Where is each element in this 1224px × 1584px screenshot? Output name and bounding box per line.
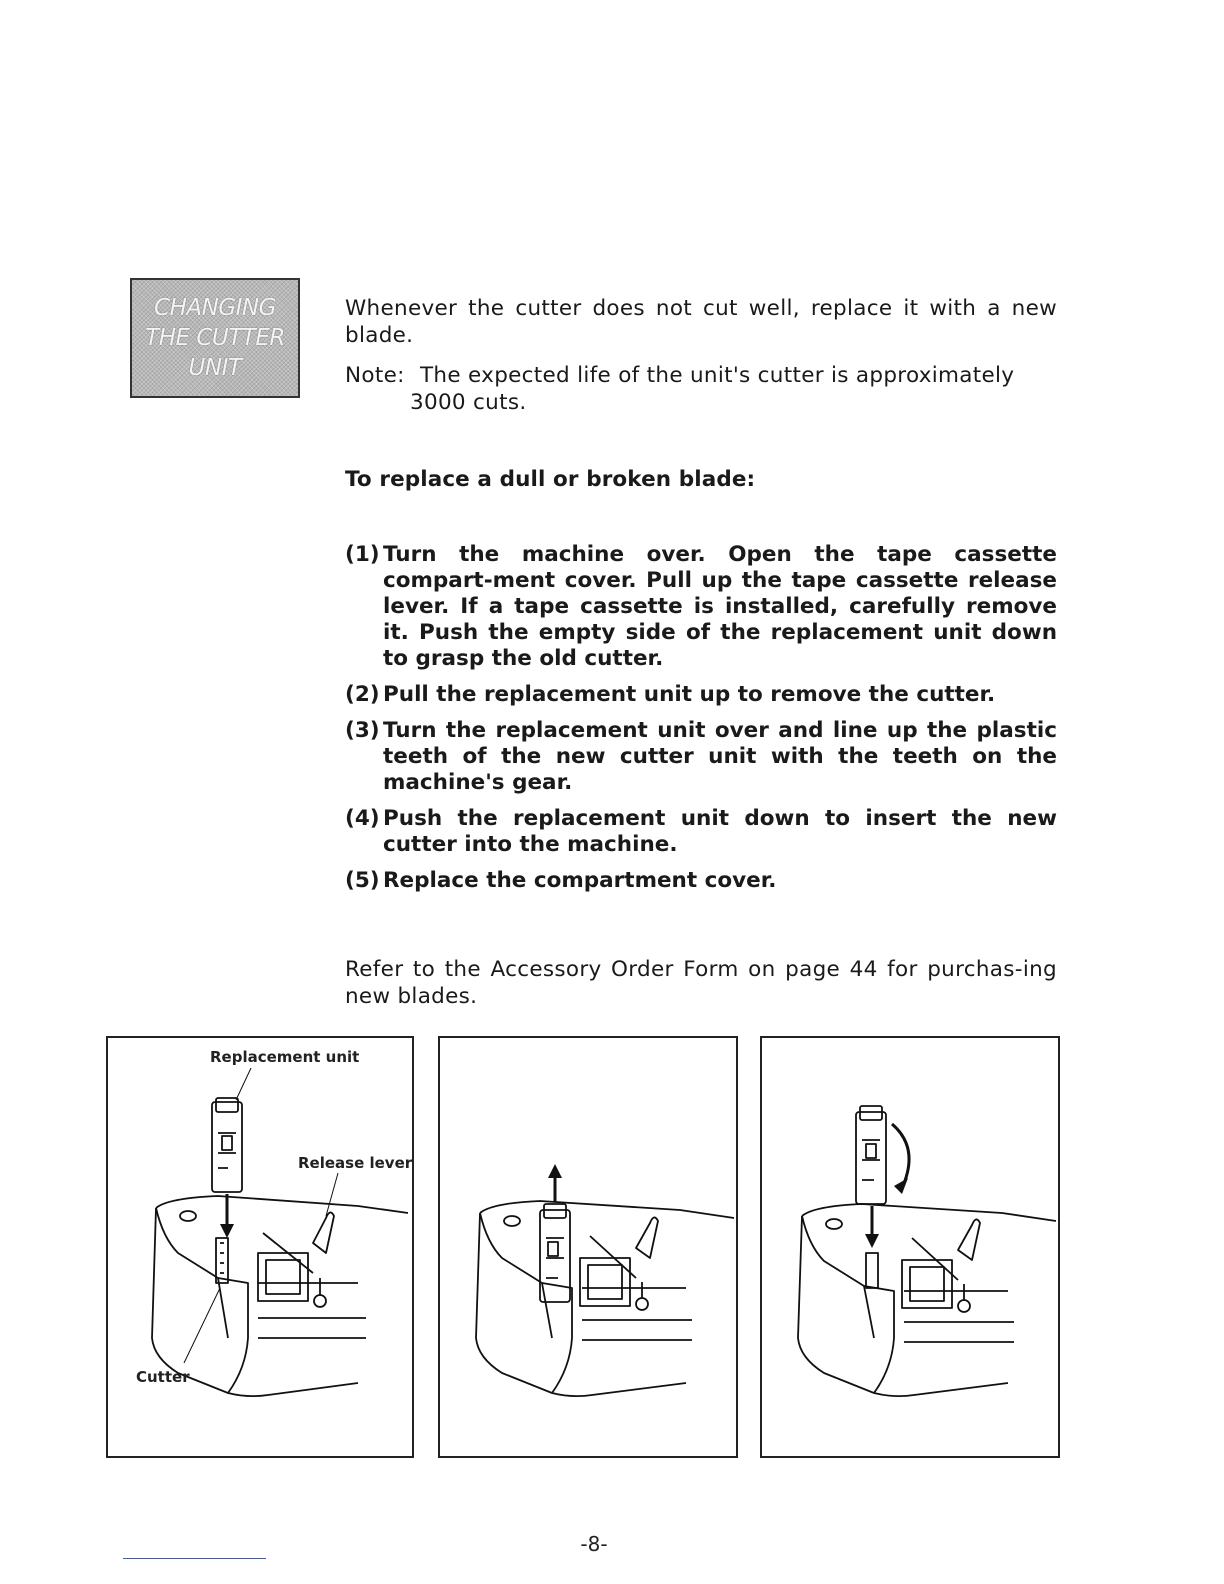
step-text: Turn the replacement unit over and line up the plastic teeth of the new cutter unit with the teeth on the machine's gear.: [383, 718, 1057, 795]
note-line-2: 3000 cuts.: [410, 390, 527, 415]
section-title-box: [130, 278, 300, 398]
note-block: [345, 362, 1057, 416]
figure-pull-replacement-unit: [438, 1036, 738, 1458]
page-number: -8-: [580, 1532, 608, 1556]
step-number: (5): [345, 868, 380, 893]
step-text: Replace the compartment cover.: [383, 868, 777, 893]
step-number: (1): [345, 542, 380, 567]
step-number: (2): [345, 682, 380, 707]
step-text: Push the replacement unit down to insert the new cutter into the machine.: [383, 806, 1057, 857]
callout-cutter: Cutter: [136, 1368, 190, 1386]
step-number: (4): [345, 806, 380, 831]
step-1: [345, 542, 1057, 672]
step-text: Turn the machine over. Open the tape cassette compart-ment cover. Pull up the tape cassette release lever. If a tape cassette is installed, carefully remove it. Push the empty side of the replacement unit down to grasp the old cutter.: [383, 542, 1057, 671]
figure-insert-replacement-unit: [106, 1036, 414, 1458]
step-3: [345, 718, 1057, 796]
refer-paragraph: Refer to the Accessory Order Form on page 44 for purchas-ing new blades.: [345, 957, 1057, 1009]
section-title: CHANGING THE CUTTER UNIT: [145, 295, 285, 381]
step-number: (3): [345, 718, 380, 743]
figure-turn-and-insert-new-cutter: [760, 1036, 1060, 1458]
intro-paragraph: Whenever the cutter does not cut well, replace it with a new blade.: [345, 296, 1057, 348]
step-4: [345, 806, 1057, 858]
procedure-subheading: To replace a dull or broken blade:: [345, 467, 756, 492]
note-line-1: The expected life of the unit's cutter is approximately: [420, 363, 1015, 388]
note-label: Note:: [345, 363, 405, 388]
callout-replacement-unit: Replacement unit: [210, 1048, 360, 1066]
footer-rule: [123, 1558, 266, 1559]
procedure-steps: [345, 542, 1057, 904]
step-text: Pull the replacement unit up to remove the cutter.: [383, 682, 996, 707]
step-2: [345, 682, 1057, 708]
figure-2-illustration: [440, 1038, 736, 1456]
figure-1-illustration: [108, 1038, 412, 1456]
figure-3-illustration: [762, 1038, 1058, 1456]
step-5: [345, 868, 1057, 894]
callout-release-lever: Release lever: [298, 1154, 413, 1172]
